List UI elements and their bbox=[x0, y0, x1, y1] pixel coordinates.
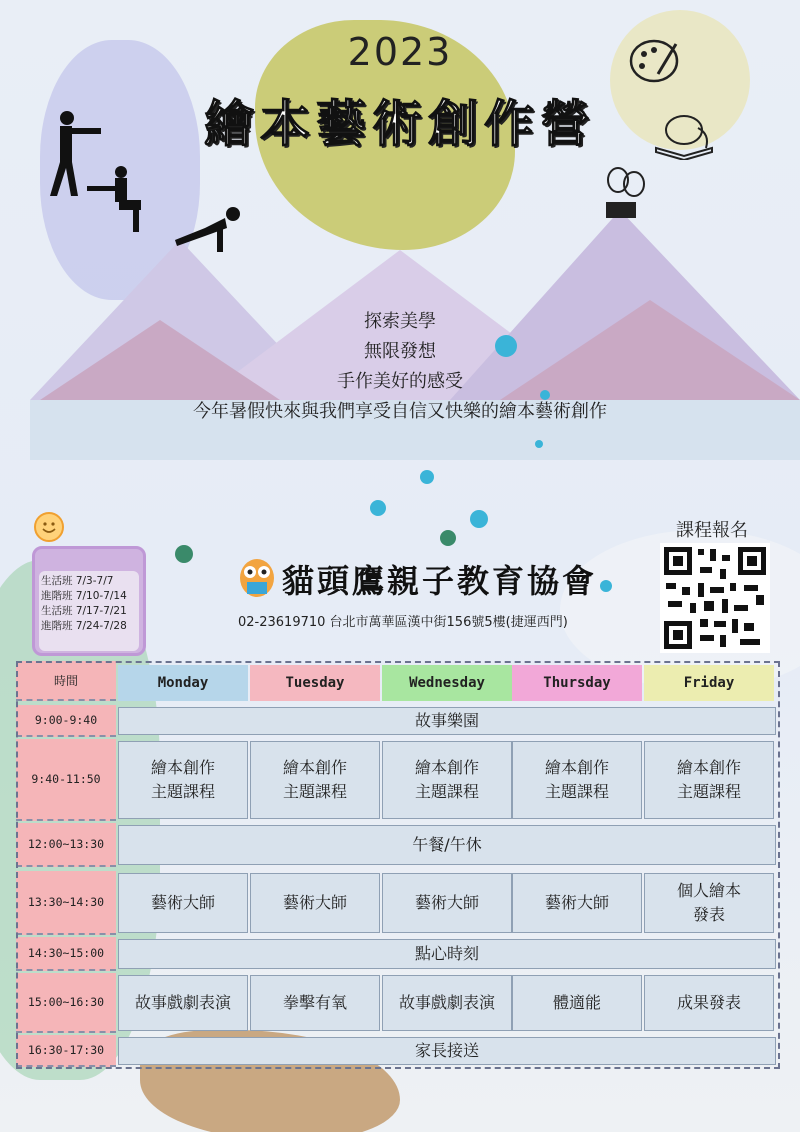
time-slot-label: 14:30~15:00 bbox=[16, 937, 116, 971]
organization-contact: 02-23619710 台北市萬華區漢中街156號5樓(捷運西門) bbox=[238, 615, 568, 630]
owl-logo-icon bbox=[238, 552, 276, 598]
activity-cell: 繪本創作 主題課程 bbox=[644, 741, 774, 819]
activity-cell: 繪本創作 主題課程 bbox=[382, 741, 512, 819]
smiley-icon bbox=[34, 512, 64, 542]
time-slot-label: 16:30-17:30 bbox=[16, 1035, 116, 1067]
tagline-1: 探索美學 bbox=[364, 311, 436, 332]
day-header-monday: Monday bbox=[118, 665, 248, 701]
schedule-table bbox=[16, 661, 780, 1069]
blue-dot bbox=[420, 470, 434, 484]
activity-cell: 點心時刻 bbox=[118, 939, 776, 969]
activity-cell: 個人繪本 發表 bbox=[644, 873, 774, 933]
tagline-3: 手作美好的感受 bbox=[337, 371, 463, 392]
session-4: 進階班 7/24-7/28 bbox=[41, 620, 127, 632]
activity-cell: 成果發表 bbox=[644, 975, 774, 1031]
activity-cell: 繪本創作 主題課程 bbox=[512, 741, 642, 819]
activity-cell: 藝術大師 bbox=[382, 873, 512, 933]
activity-cell: 午餐/午休 bbox=[118, 825, 776, 865]
activity-cell: 藝術大師 bbox=[118, 873, 248, 933]
activity-cell: 拳擊有氧 bbox=[250, 975, 380, 1031]
activity-cell: 體適能 bbox=[512, 975, 642, 1031]
activity-cell: 故事樂園 bbox=[118, 707, 776, 735]
tagline-2: 無限發想 bbox=[364, 341, 436, 362]
theater-masks-icon bbox=[604, 164, 650, 220]
activity-cell: 故事戲劇表演 bbox=[118, 975, 248, 1031]
year-title: 2023 bbox=[347, 30, 453, 74]
blue-dot bbox=[600, 580, 612, 592]
green-dot bbox=[440, 530, 456, 546]
day-header-thursday: Thursday bbox=[512, 665, 642, 701]
organization-name: 貓頭鷹親子教育協會 bbox=[282, 562, 598, 600]
blue-dot bbox=[470, 510, 488, 528]
session-2: 進階班 7/10-7/14 bbox=[41, 590, 127, 602]
day-header-friday: Friday bbox=[644, 665, 774, 701]
activity-cell: 故事戲劇表演 bbox=[382, 975, 512, 1031]
session-3: 生活班 7/17-7/21 bbox=[41, 605, 127, 617]
time-slot-label: 9:00-9:40 bbox=[16, 705, 116, 737]
time-slot-label: 9:40-11:50 bbox=[16, 739, 116, 821]
time-slot-label: 13:30~14:30 bbox=[16, 871, 116, 935]
activity-cell: 藝術大師 bbox=[512, 873, 642, 933]
signup-qr-code[interactable] bbox=[660, 543, 770, 653]
time-slot-label: 15:00~16:30 bbox=[16, 973, 116, 1033]
time-header: 時間 bbox=[16, 661, 116, 701]
activity-cell: 繪本創作 主題課程 bbox=[250, 741, 380, 819]
green-dot bbox=[175, 545, 193, 563]
activity-cell: 家長接送 bbox=[118, 1037, 776, 1065]
blue-dot bbox=[535, 440, 543, 448]
activity-cell: 繪本創作 主題課程 bbox=[118, 741, 248, 819]
time-slot-label: 12:00~13:30 bbox=[16, 823, 116, 867]
session-dates-box bbox=[32, 546, 146, 656]
signup-label: 課程報名 bbox=[676, 520, 748, 541]
tagline-4: 今年暑假快來與我們享受自信又快樂的繪本藝術創作 bbox=[193, 401, 607, 422]
blue-dot bbox=[370, 500, 386, 516]
activity-cell: 藝術大師 bbox=[250, 873, 380, 933]
camp-title: 繪本藝術創作營 bbox=[204, 95, 596, 153]
day-header-tuesday: Tuesday bbox=[250, 665, 380, 701]
session-1: 生活班 7/3-7/7 bbox=[41, 575, 114, 587]
day-header-wednesday: Wednesday bbox=[382, 665, 512, 701]
